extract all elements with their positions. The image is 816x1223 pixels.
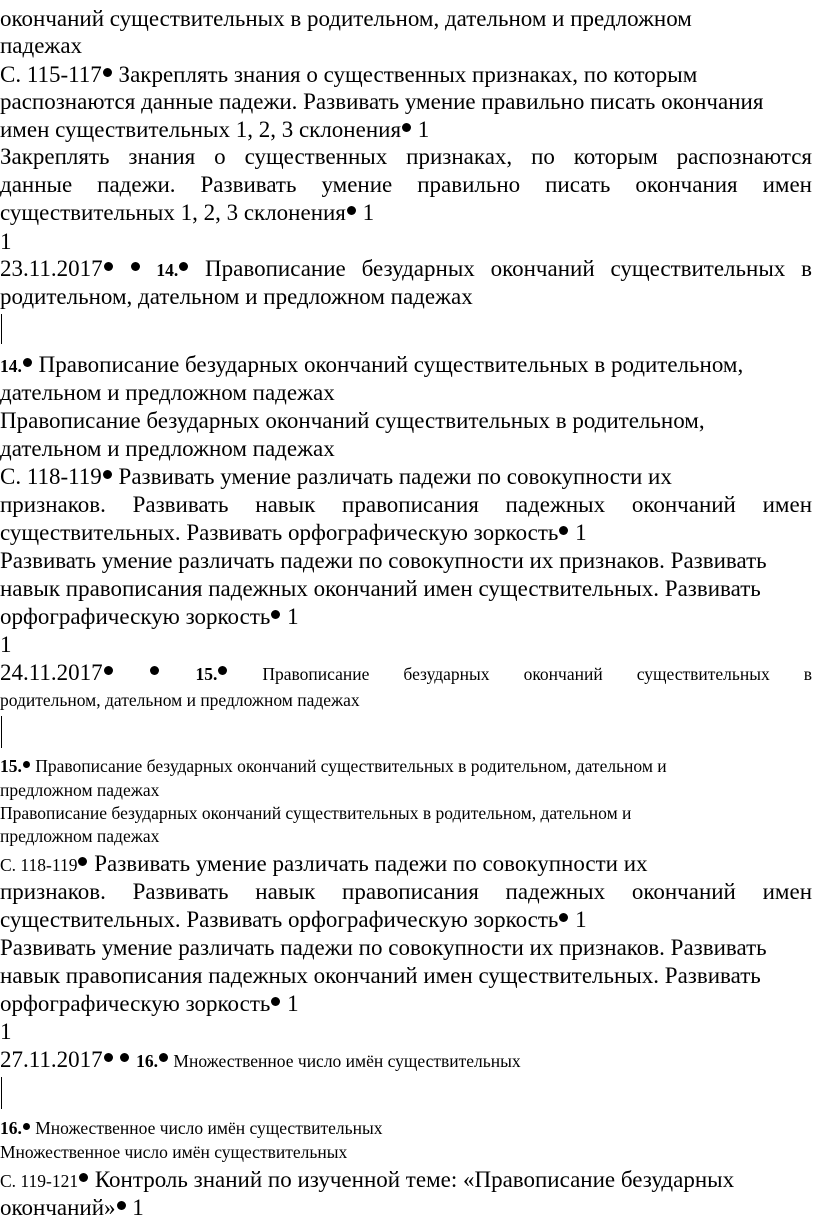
lesson-topic-line: 14. Правописание безударных окончаний существительных в родительном, [0, 352, 744, 377]
bullet-icon [103, 68, 112, 77]
lesson-row: 24.11.2017 15. Правописание безударных окончаний существительных в [0, 660, 813, 685]
lesson-topic-line: 15. Правописание безударных окончаний существительных в родительном, дательном и [0, 756, 667, 776]
lesson-topic-line: 16. Множественное число имён существительных [0, 1118, 383, 1138]
bullet-icon [402, 123, 411, 132]
bullet-icon [104, 1053, 113, 1062]
lesson-row: 23.11.2017 14. Правописание безударных окончаний существительных в [0, 256, 812, 281]
text-line: признаков. Развивать навык правописания падежных окончаний имен [0, 879, 812, 904]
page-reference-line: С. 118-119 Развивать умение различать падежи по совокупности их [0, 464, 672, 489]
bullet-icon [271, 997, 280, 1006]
lesson-number: 15. [195, 664, 218, 684]
bullet-icon [78, 857, 87, 866]
hours-value: 1 [0, 632, 12, 657]
text-line: окончаний» 1 [0, 1195, 144, 1220]
text-line: дательном и предложном падежах [0, 436, 335, 461]
text-line: предложном падежах [0, 826, 160, 846]
text-line: окончаний существительных в родительном, дательном и предложном [0, 6, 692, 31]
text-line: имен существительных 1, 2, 3 склонения 1 [0, 117, 430, 142]
page-reference-line: С. 119-121 Контроль знаний по изученной теме: «Правописание безударных [0, 1167, 735, 1192]
text-line: Правописание безударных окончаний существительных в родительном, [0, 408, 705, 433]
text-line: Развивать умение различать падежи по совокупности их признаков. Развивать [0, 935, 767, 960]
bullet-icon [218, 666, 227, 675]
bullet-icon [103, 470, 112, 479]
bullet-icon [23, 358, 32, 367]
bullet-icon [131, 262, 140, 271]
hours-value: 1 [0, 229, 12, 254]
lesson-date: 23.11.2017 [0, 256, 103, 281]
text-line: падежах [0, 33, 83, 58]
bullet-icon [120, 1053, 129, 1062]
text-line: навык правописания падежных окончаний имен существительных. Развивать [0, 576, 761, 601]
bullet-icon [79, 1173, 88, 1182]
text-line: признаков. Развивать навык правописания падежных окончаний имен [0, 492, 812, 517]
text-line: Развивать умение различать падежи по совокупности их признаков. Развивать [0, 548, 767, 573]
text-line: орфографическую зоркость 1 [0, 991, 299, 1016]
bullet-icon [23, 761, 30, 768]
hours-value: 1 [0, 1019, 12, 1044]
text-line: предложном падежах [0, 780, 160, 800]
bullet-icon [117, 1201, 126, 1210]
text-line: Правописание безударных окончаний существительных в родительном, дательном и [0, 803, 632, 823]
text-line: родительном, дательном и предложном падежах [0, 284, 473, 309]
text-line: Закреплять знания о существенных признаках, по которым распознаются [0, 144, 812, 169]
table-border [1, 1077, 2, 1109]
text-line: существительных. Развивать орфографическую зоркость 1 [0, 520, 587, 545]
lesson-date: 27.11.2017 [0, 1047, 103, 1072]
bullet-icon [150, 666, 159, 675]
bullet-icon [271, 610, 280, 619]
bullet-icon [23, 1123, 30, 1130]
lesson-number: 14. [156, 260, 179, 280]
bullet-icon [179, 262, 188, 271]
page-reference-line: С. 115-117 Закреплять знания о существенных признаках, по которым [0, 62, 698, 87]
bullet-icon [559, 913, 568, 922]
page-reference-line: С. 118-119 Развивать умение различать падежи по совокупности их [0, 851, 648, 876]
bullet-icon [559, 526, 568, 535]
text-line: существительных 1, 2, 3 склонения 1 [0, 200, 375, 225]
text-line: родительном, дательном и предложном падежах [0, 690, 360, 710]
text-line: распознаются данные падежи. Развивать умение правильно писать окончания [0, 89, 764, 114]
lesson-row: 27.11.2017 16. Множественное число имён существительных [0, 1047, 521, 1072]
bullet-icon [159, 1053, 168, 1062]
text-line: существительных. Развивать орфографическую зоркость 1 [0, 907, 587, 932]
table-border [1, 314, 2, 344]
lesson-date: 24.11.2017 [0, 660, 103, 685]
text-line: дательном и предложном падежах [0, 380, 335, 405]
bullet-icon [104, 666, 113, 675]
bullet-icon [347, 206, 356, 215]
text-line: данные падежи. Развивать умение правильно писать окончания имен [0, 172, 812, 197]
lesson-number: 16. [136, 1051, 159, 1071]
text-line: навык правописания падежных окончаний имен существительных. Развивать [0, 963, 761, 988]
text-line: Множественное число имён существительных [0, 1142, 348, 1162]
table-border [1, 716, 2, 748]
text-line: орфографическую зоркость 1 [0, 604, 299, 629]
bullet-icon [104, 262, 113, 271]
